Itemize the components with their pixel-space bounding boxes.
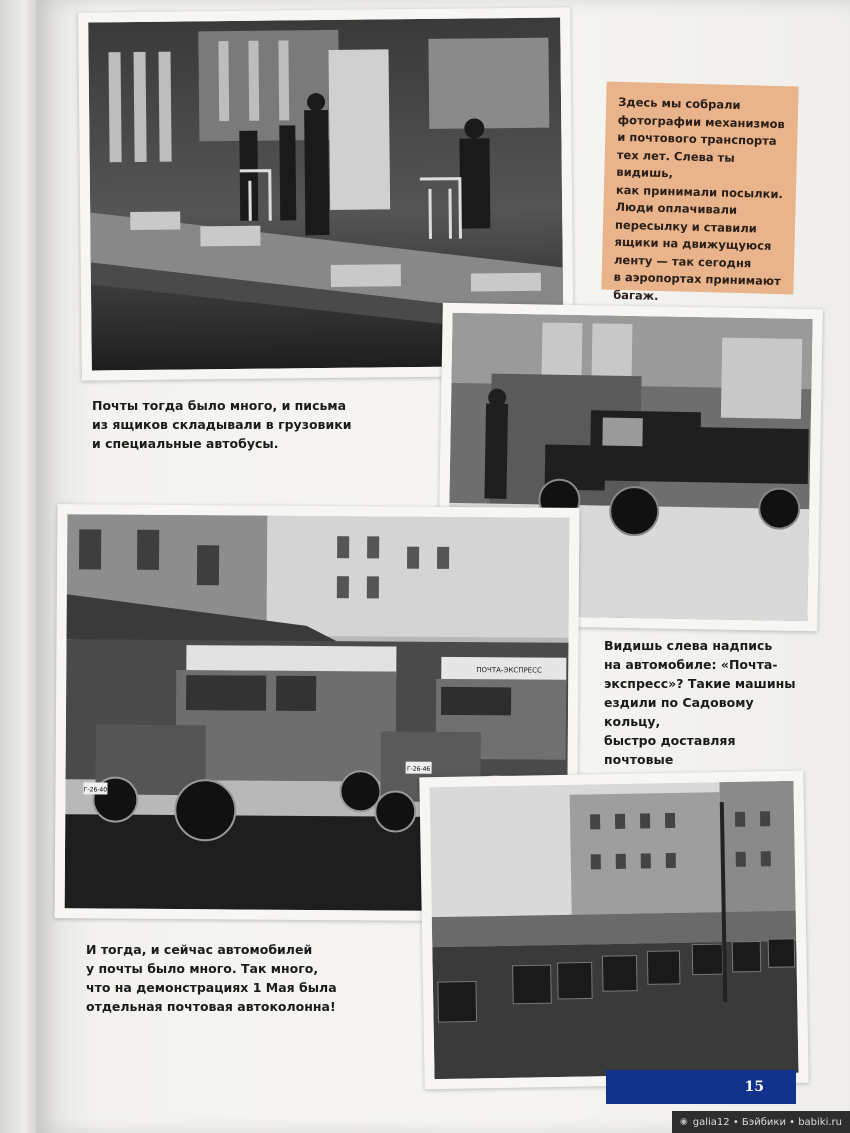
page-number: 15: [606, 1070, 796, 1104]
book-spine: [0, 0, 40, 1133]
site-watermark: [672, 1111, 850, 1133]
caption-motorcade: И тогда, и сейчас автомобилей у почты было много. Так много, что на демонстрациях 1 Мая была отдельная почтовая автоколонна!: [86, 942, 337, 1014]
photo-mail-motorcade: [419, 771, 808, 1090]
caption-mail-trucks: Почты тогда было много, и письма из ящиков складывали в грузовики и специальные автобусы.: [92, 398, 352, 451]
caption-express-vans: Видишь слева надпись на автомобиле: «Почта- экспресс»? Такие машины ездили по Садовому кольцу, быстро доставляя почтовые: [604, 638, 796, 767]
camera-icon: ◉: [679, 1117, 688, 1127]
van-sign-text: ПОЧТА-ЭКСПРЕСС: [476, 666, 542, 675]
plate-left: Г-26-40: [83, 786, 108, 794]
intro-note: Здесь мы собрали фотографии механизмов и почтового транспорта тех лет. Слева ты видишь, как принимали посылки. Люди оплачивали пересылку и ставили ящики на движущуюся ленту — так сегодня в аэропортах принимают багаж.: [601, 82, 798, 295]
watermark-text: galia12 • Бэйбики • babiki.ru: [692, 1116, 842, 1128]
plate-right: Г-26-46: [406, 765, 431, 773]
